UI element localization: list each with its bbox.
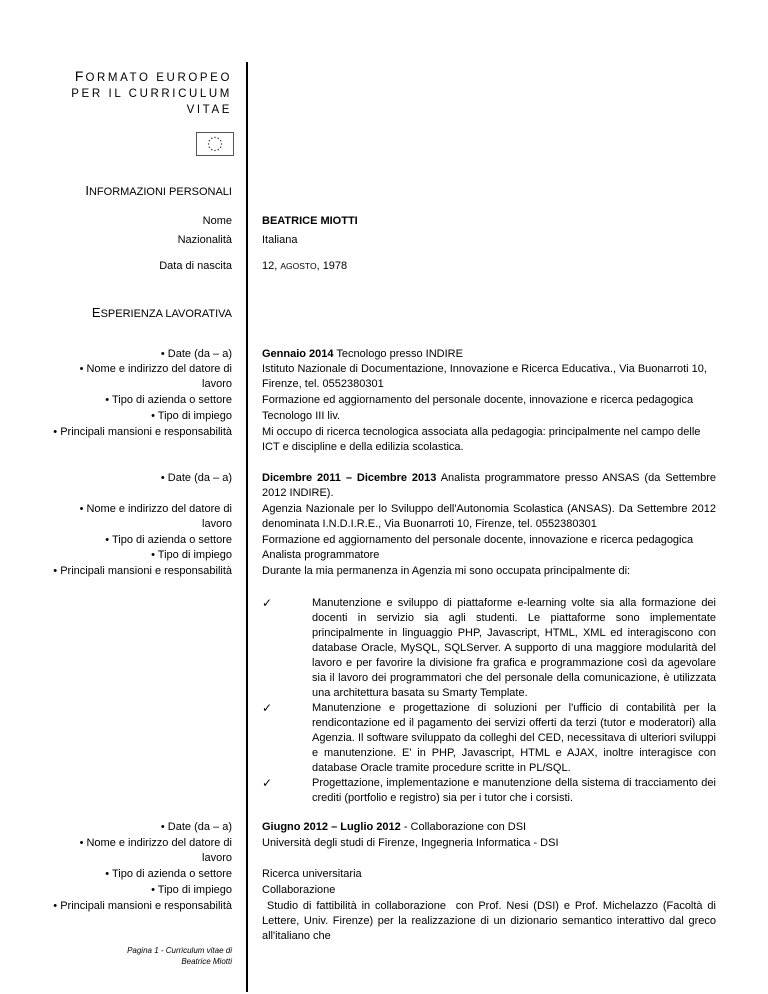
flag-star — [209, 140, 210, 141]
employer-label-cont: lavoro — [202, 378, 232, 390]
list-item — [262, 701, 716, 776]
entry-2-date-bold: Dicembre 2011 – Dicembre 2013 — [262, 472, 437, 484]
flag-star — [220, 147, 221, 148]
entry-2-bullet-list — [262, 596, 716, 806]
checkmark-icon: ✓ — [262, 596, 273, 610]
entry-2-type: Analista programmatore — [262, 549, 380, 561]
flag-star — [208, 143, 209, 144]
bullet-text: Progettazione, implementazione e manutenzione della sistema di tracciamento dei crediti (portfolio e registro) sia per i tutor che i corsisti. — [312, 777, 716, 804]
birth-day: 12, — [262, 260, 278, 272]
title-line-3: VITAE — [186, 104, 232, 116]
checkmark-icon: ✓ — [262, 701, 273, 715]
eu-flag-icon — [196, 132, 234, 156]
date-label: • Date (da – a) — [160, 348, 232, 360]
bullet-text: Manutenzione e sviluppo di piattaforme e-learning volte sia alla formazione dei docenti in servizio sia agli studenti. Le piattaforme sono implementate principalmente in linguaggio PHP, Javascript, HTML, XML ed interagiscono con database Oracle, MySQL, SQLServer. A supporto di una maggiore modularità del lavoro e per favorire la divisione fra grafica e programmazione così da agevolare sia il lavoro dei programmatori che del personale della comunicazione, è utilizzata una architettura basata su Smarty Template. — [312, 597, 716, 699]
employer-label: • Nome e indirizzo del datore di — [79, 837, 232, 849]
entry-3-date-bold: Giugno 2012 – Luglio 2012 — [262, 821, 401, 833]
date-label: • Date (da – a) — [160, 472, 232, 484]
footer-line-2: Beatrice Miotti — [181, 957, 232, 966]
entry-3-sector: Ricerca universitaria — [262, 868, 362, 880]
entry-1-type: Tecnologo III liv. — [262, 410, 341, 422]
cv-title — [60, 68, 232, 118]
entry-1-date-rest: Tecnologo presso INDIRE — [333, 348, 463, 360]
name-value: BEATRICE MIOTTI — [262, 215, 358, 227]
list-item — [262, 596, 716, 701]
employer-label-cont: lavoro — [202, 518, 232, 530]
personal-info-heading: INFORMAZIONI PERSONALI — [85, 183, 232, 198]
entry-3-employer: Università degli studi di Firenze, Ingegneria Informatica - DSI — [262, 837, 559, 849]
entry-2-date — [262, 471, 716, 501]
flag-star — [211, 138, 212, 139]
entry-1-sector: Formazione ed aggiornamento del personale docente, innovazione e ricerca pedagogica — [262, 394, 694, 406]
duties-label: • Principali mansioni e responsabilità — [53, 565, 232, 577]
sector-label: • Tipo di azienda o settore — [105, 394, 232, 406]
entry-3-duties: Studio di fattibilità in collaborazione con Prof. Nesi (DSI) e Prof. Michelazzo (Facoltà di Lettere, Univ. Firenze) per la realizzazione di un dizionario semantico interattivo dal greco all'italiano che — [262, 900, 720, 942]
column-divider — [246, 62, 248, 992]
employer-label: • Nome e indirizzo del datore di — [79, 503, 232, 515]
duties-label: • Principali mansioni e responsabilità — [53, 426, 232, 438]
entry-1-duties: Mi occupo di ricerca tecnologica associata alla pedagogia: principalmente nel campo delle ICT e discipline e della edilizia scolastica. — [262, 426, 701, 453]
checkmark-icon: ✓ — [262, 776, 273, 790]
employer-label: • Nome e indirizzo del datore di — [79, 363, 232, 375]
entry-2-employer: Agenzia Nazionale per lo Sviluppo dell'Autonomia Scolastica (ANSAS). Da Settembre 2012 denominata I.N.D.I.R.E., Via Buonarroti 10, Firenze, tel. 0552380301 — [262, 503, 716, 530]
page-footer — [100, 945, 232, 967]
entry-1-date — [262, 347, 716, 362]
date-label: • Date (da – a) — [160, 821, 232, 833]
title-line-2: PER IL CURRICULUM — [71, 88, 232, 100]
duties-label: • Principali mansioni e responsabilità — [53, 900, 232, 912]
entry-2-sector: Formazione ed aggiornamento del personale docente, innovazione e ricerca pedagogica — [262, 534, 694, 546]
flag-star — [209, 147, 210, 148]
birth-value — [262, 259, 716, 274]
name-label: Nome — [202, 215, 232, 227]
birth-year: , 1978 — [316, 260, 348, 272]
flag-star — [221, 143, 222, 144]
flag-star — [218, 138, 219, 139]
birth-month: AGOSTO — [280, 261, 317, 271]
footer-line-1: Pagina 1 - Curriculum vitae di — [127, 946, 232, 955]
work-experience-heading: ESPERIENZA LAVORATIVA — [91, 305, 232, 320]
nationality-label: Nazionalità — [177, 234, 232, 246]
job-type-label: • Tipo di impiego — [151, 549, 232, 561]
entry-2-duties: Durante la mia permanenza in Agenzia mi sono occupata principalmente di: — [262, 565, 631, 577]
entry-3-date-rest: - Collaborazione con DSI — [400, 821, 527, 833]
job-type-label: • Tipo di impiego — [151, 884, 232, 896]
flag-star — [211, 149, 212, 150]
list-item — [262, 776, 716, 806]
birth-label: Data di nascita — [159, 260, 232, 272]
sector-label: • Tipo di azienda o settore — [105, 534, 232, 546]
sector-label: • Tipo di azienda o settore — [105, 868, 232, 880]
flag-star — [214, 150, 215, 151]
entry-1-employer: Istituto Nazionale di Documentazione, Innovazione e Ricerca Educativa., Via Buonarroti 10, Firenze, tel. 0552380301 — [262, 363, 707, 390]
title-line-1: FORMATO EUROPEO — [74, 68, 232, 84]
flag-star — [218, 149, 219, 150]
flag-star — [220, 140, 221, 141]
bullet-text: Manutenzione e progettazione di soluzioni per l'ufficio di contabilità per la rendicontazione ed il pagamento dei servizi offerti da terzi (tutor e moderatori) alla Agenzia. Il software sviluppato da colleghi del CED, necessitava di ulteriori sviluppi e manutenzione. E' in PHP, Javascript, HTML e AJAX, inoltre interagisce con database Oracle tramite procedure scritte in PL/SQL. — [312, 702, 716, 774]
employer-label-cont: lavoro — [202, 852, 232, 864]
entry-2-date-rest: Analista programmatore presso ANSAS (da Settembre 2012 INDIRE). — [262, 472, 716, 499]
flag-star — [214, 137, 215, 138]
nationality-value: Italiana — [262, 234, 298, 246]
job-type-label: • Tipo di impiego — [151, 410, 232, 422]
entry-3-type: Collaborazione — [262, 884, 336, 896]
entry-3-date — [262, 820, 716, 835]
entry-1-date-bold: Gennaio 2014 — [262, 348, 334, 360]
